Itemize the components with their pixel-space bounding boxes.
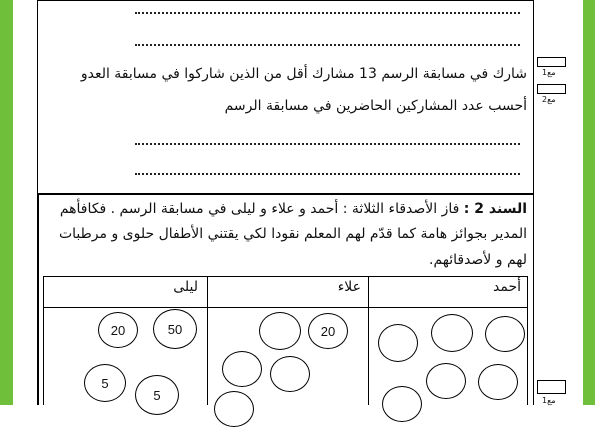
coin: 50: [153, 309, 197, 349]
answer-line-3: [135, 143, 520, 145]
criterion-label-2: مع2: [542, 95, 556, 104]
frame-left-lower: [37, 193, 39, 405]
table-right-border: [527, 276, 528, 405]
table-left-border: [43, 276, 44, 405]
page-border-right: [583, 0, 595, 405]
criterion-box-3: [537, 380, 566, 394]
coin: [222, 351, 262, 387]
coin: [485, 316, 525, 352]
answer-line-1: [135, 12, 520, 14]
criterion-label-3: مع1: [542, 396, 556, 405]
header-alaa: علاء: [337, 279, 361, 295]
coin: 5: [84, 364, 126, 402]
coin: [478, 364, 518, 400]
table-col-divider-2: [368, 276, 369, 405]
top-border: [37, 0, 533, 1]
criterion-box-1: [537, 57, 566, 67]
coin: 20: [98, 312, 138, 348]
coin: [214, 391, 254, 427]
coin: [270, 356, 310, 392]
sanad-text-1: فاز الأصدقاء الثلاثة : أحمد و علاء و ليلى في مسابقة الرسم . فكافأهم: [59, 201, 460, 217]
criterion-box-2: [537, 84, 566, 94]
section-divider: [37, 193, 534, 195]
sanad-line-1: [60, 201, 527, 217]
answer-line-2: [135, 44, 520, 46]
coin: [378, 324, 418, 362]
table-header-border: [43, 307, 527, 308]
coin: 20: [308, 313, 348, 349]
coin: [431, 314, 473, 352]
frame-right: [533, 0, 534, 405]
exercise-question: أحسب عدد المشاركين الحاضرين في مسابقة الرسم: [224, 98, 527, 114]
exercise-statement: شارك في مسابقة الرسم 13 مشارك أقل من الذين شاركوا في مسابقة العدو: [80, 66, 527, 82]
coin: [426, 363, 466, 399]
sanad-title: السند 2 :: [463, 201, 527, 217]
header-ahmed: أحمد: [493, 279, 521, 295]
page-border-left: [0, 0, 13, 405]
coin: [382, 386, 422, 422]
coin: [259, 312, 301, 350]
sanad-line-3: لهم و لأصدقائهم.: [429, 252, 527, 268]
sanad-line-2: المدير بجوائز هامة كما قدّم لهم المعلم نقودا لكي يقتني الأطفال حلوى و مرطبات: [58, 226, 527, 242]
table-top-border: [43, 276, 527, 277]
criterion-label-1: مع1: [542, 68, 556, 77]
answer-line-4: [135, 173, 520, 175]
frame-left-upper: [37, 0, 38, 193]
coin: 5: [135, 375, 179, 415]
table-col-divider-1: [207, 276, 208, 405]
header-layla: ليلى: [173, 279, 198, 295]
